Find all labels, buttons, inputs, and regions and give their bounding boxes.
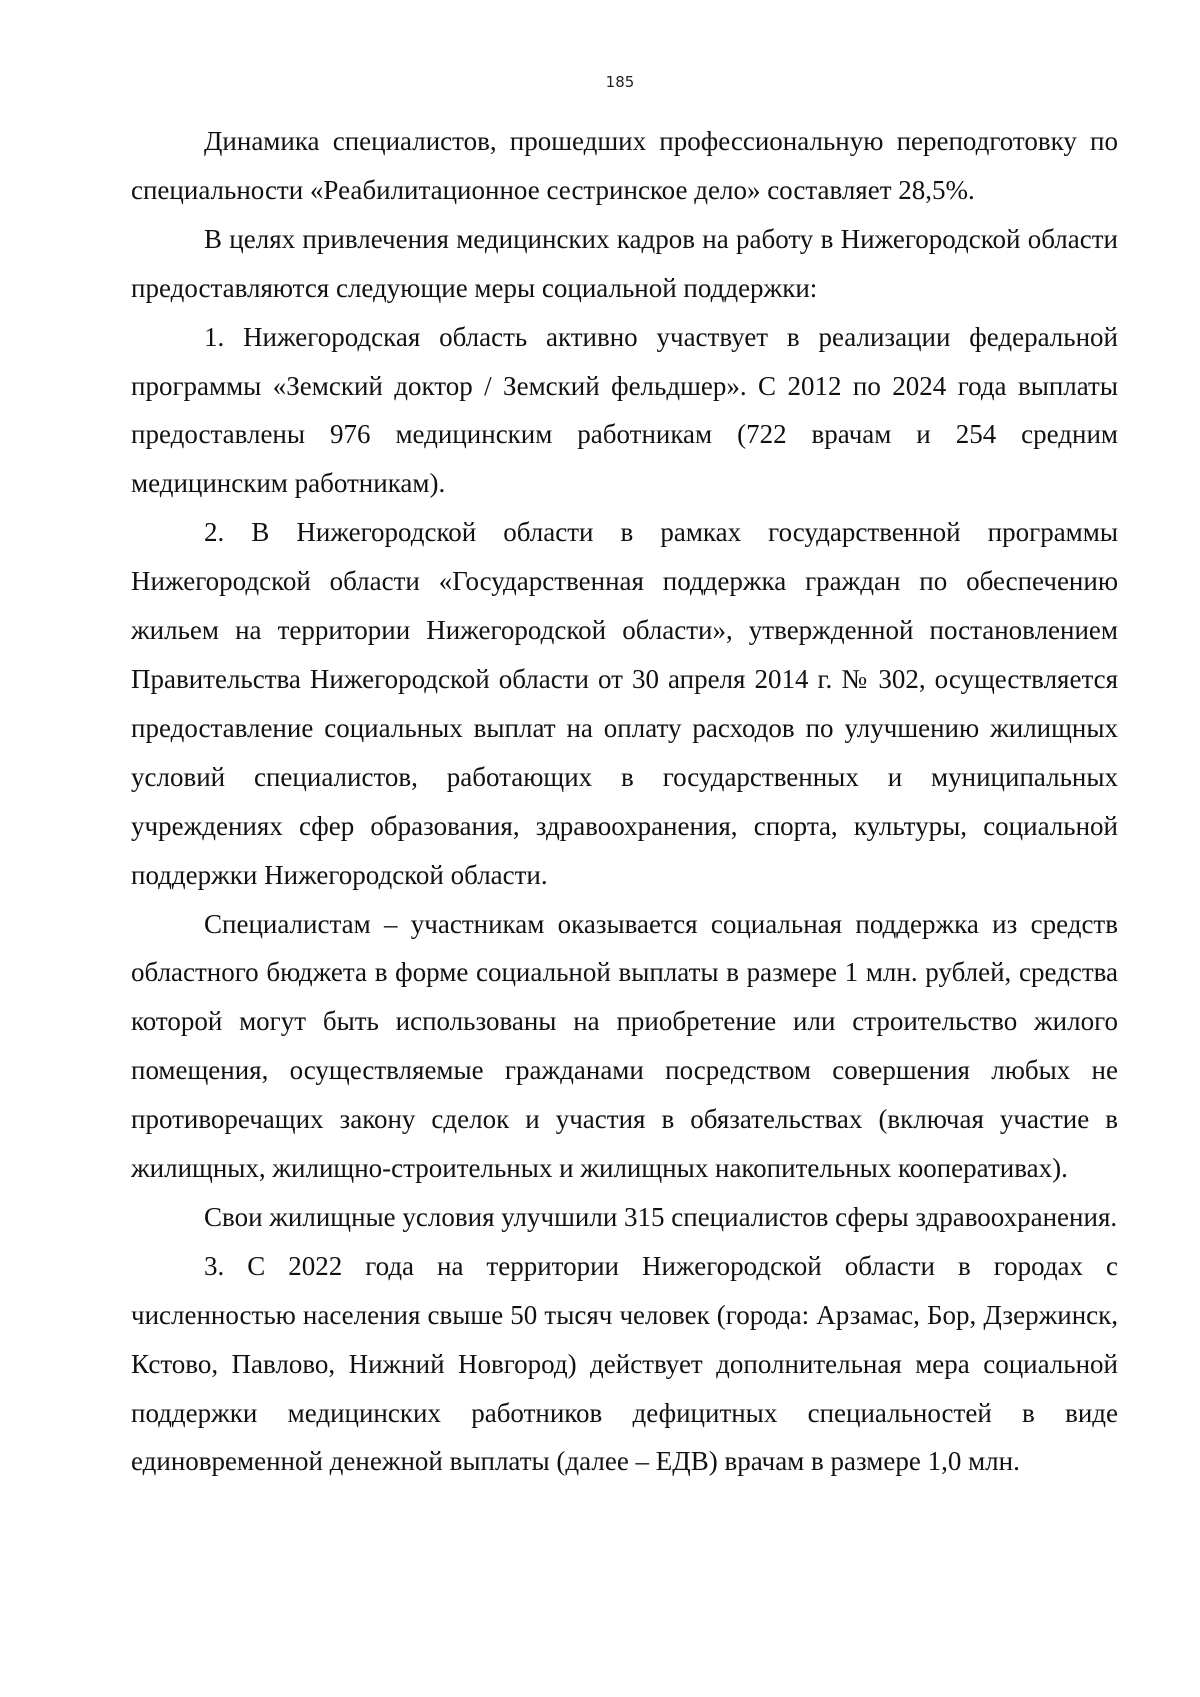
paragraph-support-measures-intro: В целях привлечения медицинских кадров на работу в Нижегородской области предоставляются следующие меры социальной поддержки: [131, 223, 1118, 303]
paragraph-edv-payment: 3. С 2022 года на территории Нижегородской области в городах с численностью населения свыше 50 тысяч человек (города: Арзамас, Бор, Дзержинск, Кстово, Павлово, Нижний Новгород) действует дополнительная мера социальной поддержки медицинских работников дефицитных специальностей в виде единовременной денежной выплаты (далее – ЕДВ) врачам в размере 1,0 млн. [131, 1250, 1118, 1477]
paragraph-retraining-dynamics: Динамика специалистов, прошедших профессиональную переподготовку по специальности «Реабилитационное сестринское дело» составляет 28,5%. [131, 126, 1118, 205]
paragraph-housing-program: 2. В Нижегородской области в рамках государственной программы Нижегородской области «Государственная поддержка граждан по обеспечению жильем на территории Нижегородской области», утвержденной постановлением Правительства Нижегородской области от 30 апреля 2014 г. № 302, осуществляется предоставление социальных выплат на оплату расходов по улучшению жилищных условий специалистов, работающих в государственных и муниципальных учреждениях сфер образования, здравоохранения, спорта, культуры, социальной поддержки Нижегородской области. [131, 517, 1118, 890]
paragraph-housing-results: Свои жилищные условия улучшили 315 специалистов сферы здравоохранения. [204, 1201, 1118, 1232]
paragraph-housing-payment: Специалистам – участникам оказывается социальная поддержка из средств областного бюджета в форме социальной выплаты в размере 1 млн. рублей, средства которой могут быть использованы на приобретение или строительство жилого помещения, осуществляемые гражданами посредством совершения любых не противоречащих закону сделок и участия в обязательствах (включая участие в жилищных, жилищно-строительных и жилищных накопительных кооперативах). [131, 908, 1118, 1184]
page-number: 185 [605, 73, 635, 91]
document-body [131, 117, 1118, 1486]
paragraph-zemsky-doctor: 1. Нижегородская область активно участвует в реализации федеральной программы «Земский доктор / Земский фельдшер». С 2012 по 2024 года выплаты предоставлены 976 медицинским работникам (722 врачам и 254 средним медицинским работникам). [131, 321, 1118, 499]
